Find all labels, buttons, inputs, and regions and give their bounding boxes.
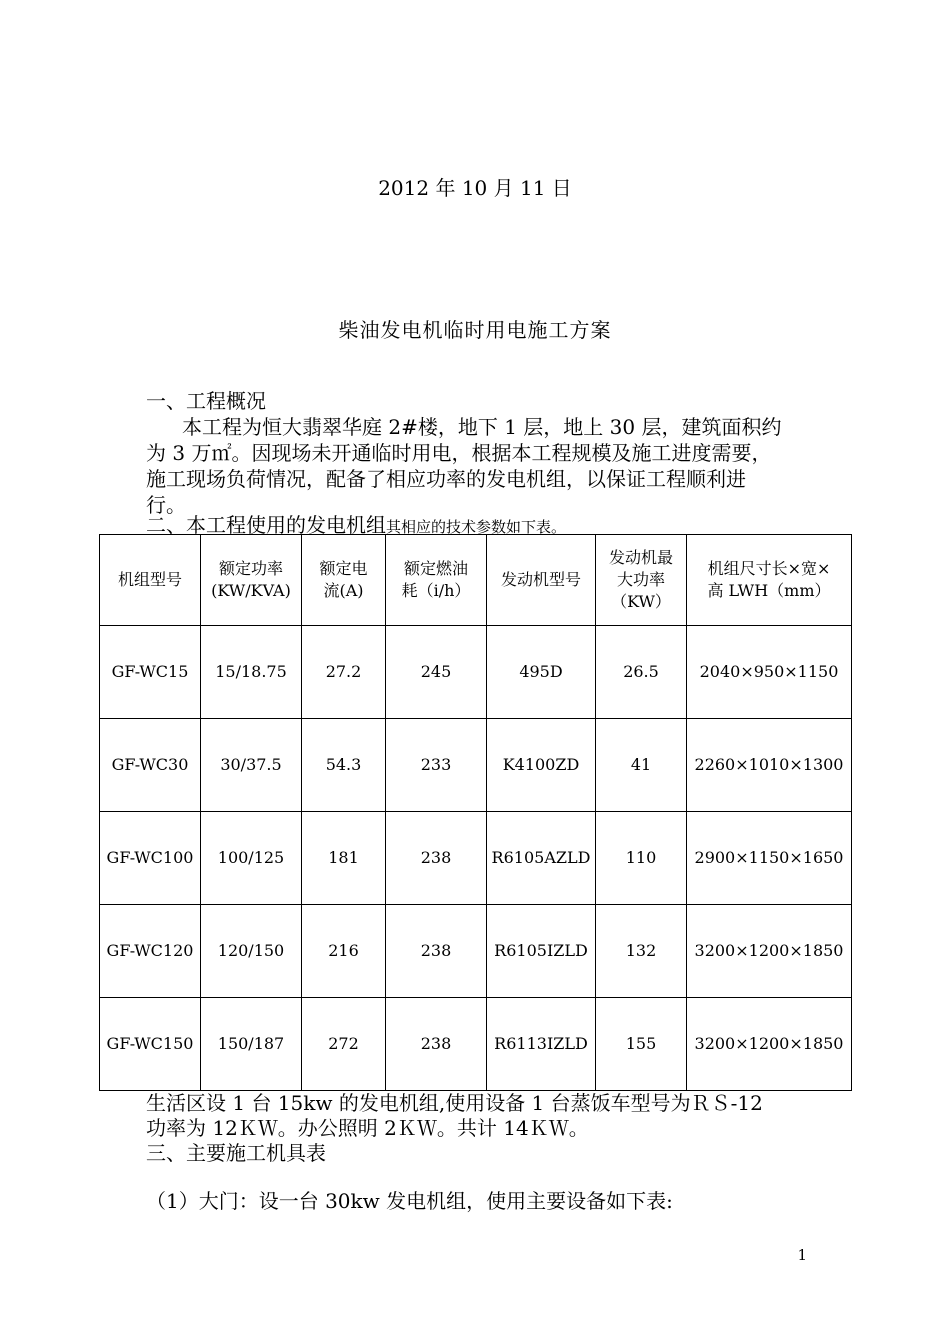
table-cell: 238 xyxy=(386,905,487,998)
table-header-cell: 机组尺寸长×宽× 高 LWH（mm） xyxy=(687,535,852,626)
table-cell: 2900×1150×1650 xyxy=(687,812,852,905)
section1-line-2: 为 3 万㎡。因现场未开通临时用电，根据本工程规模及施工进度需要， xyxy=(146,441,772,465)
document-title: 柴油发电机临时用电施工方案 xyxy=(338,318,612,342)
table-cell: 41 xyxy=(596,719,687,812)
table-cell: 238 xyxy=(386,998,487,1091)
table-cell: 495D xyxy=(487,626,596,719)
table-row xyxy=(100,719,852,812)
table-cell: 181 xyxy=(302,812,386,905)
table-cell: GF-WC30 xyxy=(100,719,201,812)
after-table-line-1: 生活区设 1 台 15kw 的发电机组,使用设备 1 台蒸饭车型号为ＲＳ-12 xyxy=(146,1091,763,1115)
item-1-gate: （1）大门：设一台 30kw 发电机组，使用主要设备如下表: xyxy=(146,1189,673,1213)
table-cell: 26.5 xyxy=(596,626,687,719)
table-cell: 233 xyxy=(386,719,487,812)
table-cell: 216 xyxy=(302,905,386,998)
table-cell: R6105IZLD xyxy=(487,905,596,998)
table-cell: K4100ZD xyxy=(487,719,596,812)
section2-heading-main: 二、本工程使用的发电机组 xyxy=(146,513,386,537)
document-date: 2012 年 10 月 11 日 xyxy=(378,176,572,200)
page-number: 1 xyxy=(797,1246,807,1264)
table-cell: 27.2 xyxy=(302,626,386,719)
table-cell: 15/18.75 xyxy=(201,626,302,719)
table-cell: 120/150 xyxy=(201,905,302,998)
section1-line-1: 本工程为恒大翡翠华庭 2#楼，地下 1 层，地上 30 层，建筑面积约 xyxy=(182,415,782,439)
table-cell: 132 xyxy=(596,905,687,998)
table-header-cell: 额定功率 (KW/KVA) xyxy=(201,535,302,626)
table-cell: 238 xyxy=(386,812,487,905)
table-cell: 3200×1200×1850 xyxy=(687,905,852,998)
table-cell: 272 xyxy=(302,998,386,1091)
section1-line-4: 行。 xyxy=(146,493,186,517)
after-table-line-2: 功率为 12ＫＷ。办公照明 2ＫＷ。共计 14ＫＷ。 xyxy=(146,1116,589,1140)
section1-heading: 一、工程概况 xyxy=(146,389,266,413)
table-header-cell: 发动机最 大功率 （KW） xyxy=(596,535,687,626)
table-header-cell: 额定电 流(A) xyxy=(302,535,386,626)
table-cell: 2260×1010×1300 xyxy=(687,719,852,812)
table-cell: 150/187 xyxy=(201,998,302,1091)
section2-heading-tail: 其相应的技术参数如下表。 xyxy=(386,518,567,536)
table-header-row xyxy=(100,535,852,626)
table-cell: GF-WC100 xyxy=(100,812,201,905)
generator-spec-table xyxy=(99,534,852,1091)
table-header-cell: 额定燃油 耗（i/h） xyxy=(386,535,487,626)
table-header-cell: 发动机型号 xyxy=(487,535,596,626)
table-row xyxy=(100,626,852,719)
section3-heading: 三、主要施工机具表 xyxy=(146,1141,326,1165)
section1-line-3: 施工现场负荷情况，配备了相应功率的发电机组，以保证工程顺利进 xyxy=(146,467,746,491)
table-cell: 245 xyxy=(386,626,487,719)
table-cell: R6105AZLD xyxy=(487,812,596,905)
table-cell: 3200×1200×1850 xyxy=(687,998,852,1091)
table-cell: GF-WC150 xyxy=(100,998,201,1091)
table-cell: GF-WC15 xyxy=(100,626,201,719)
table-row xyxy=(100,998,852,1091)
table-cell: 100/125 xyxy=(201,812,302,905)
table-row xyxy=(100,812,852,905)
table-row xyxy=(100,905,852,998)
table-header-cell: 机组型号 xyxy=(100,535,201,626)
table-cell: R6113IZLD xyxy=(487,998,596,1091)
table-cell: 155 xyxy=(596,998,687,1091)
table-cell: 110 xyxy=(596,812,687,905)
table-cell: 30/37.5 xyxy=(201,719,302,812)
table-cell: 54.3 xyxy=(302,719,386,812)
table-cell: GF-WC120 xyxy=(100,905,201,998)
table-cell: 2040×950×1150 xyxy=(687,626,852,719)
